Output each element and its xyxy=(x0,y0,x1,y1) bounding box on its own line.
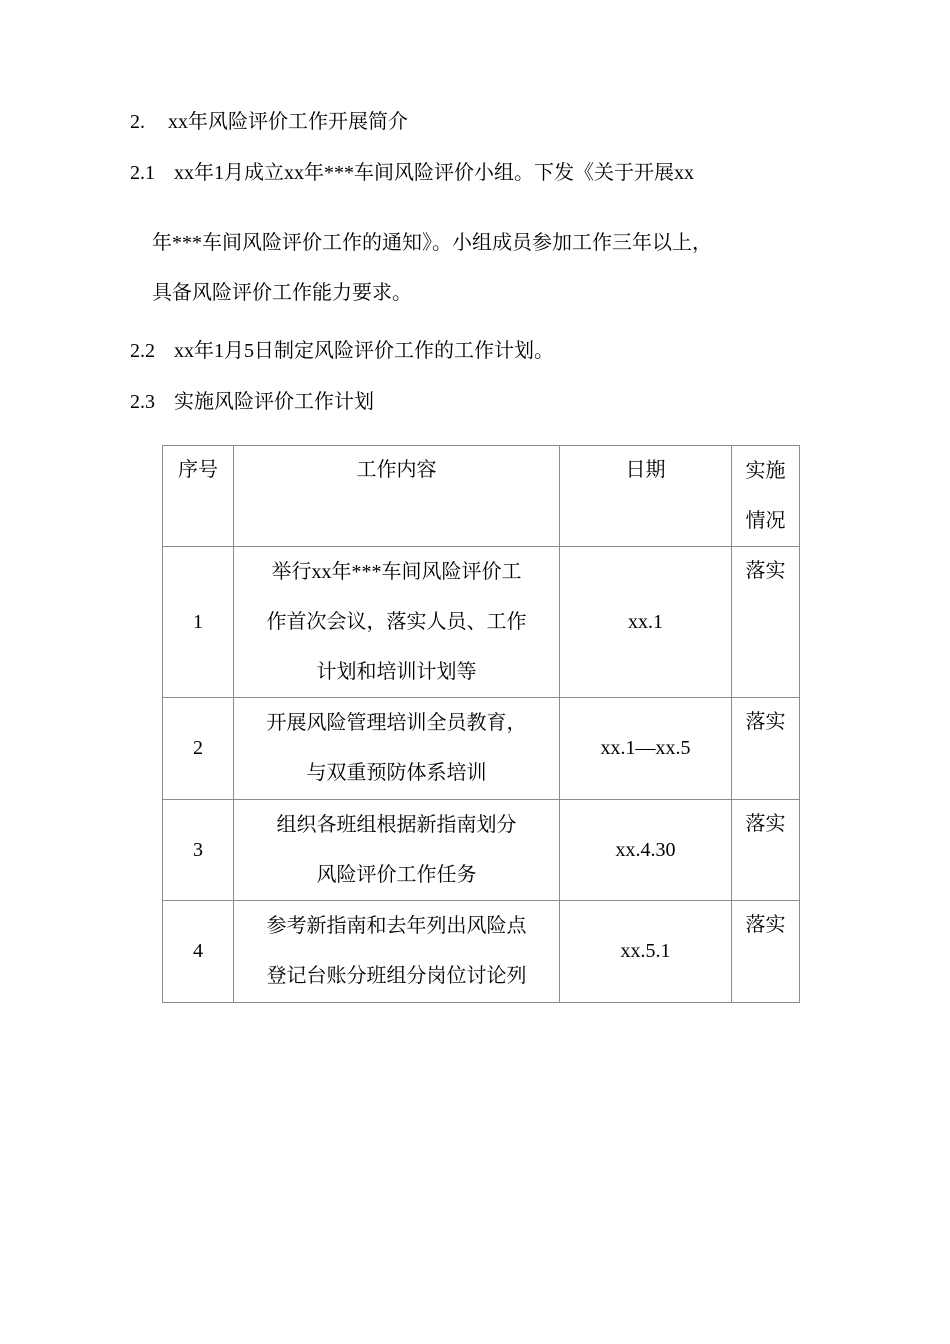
row-1-date: xx.1 xyxy=(628,610,663,633)
section-2-title: xx年风险评价工作开展简介 xyxy=(168,111,408,133)
section-2-3-text: 实施风险评价工作计划 xyxy=(174,391,374,413)
section-2-1-line-3: 具备风险评价工作能力要求。 xyxy=(152,282,412,304)
header-status-line-2: 情况 xyxy=(745,510,786,532)
table-header-row xyxy=(163,446,800,547)
section-2-2-line xyxy=(130,339,554,363)
row-3-content-cell xyxy=(234,800,560,901)
row-3-date: xx.4.30 xyxy=(615,838,676,861)
work-plan-table xyxy=(162,445,800,1003)
row-3-status-cell xyxy=(732,800,800,901)
row-2-seq: 2 xyxy=(193,737,203,759)
table-row xyxy=(163,901,800,1003)
row-4-seq: 4 xyxy=(193,940,203,962)
header-status-cell xyxy=(732,446,800,547)
row-4-date-cell xyxy=(560,901,732,1003)
row-2-date-cell xyxy=(560,698,732,800)
row-3-status: 落实 xyxy=(745,813,786,835)
section-2-heading xyxy=(130,110,408,134)
row-1-date-cell xyxy=(560,547,732,698)
row-4-content-line-1: 参考新指南和去年列出风险点 xyxy=(266,915,527,937)
row-1-content-line-3: 计划和培训计划等 xyxy=(316,661,477,683)
row-4-content-line-2: 登记台账分班组分岗位讨论列 xyxy=(266,965,527,987)
section-2-1-text-1: xx年1月成立xx年***车间风险评价小组。下发《关于开展xx xyxy=(174,162,694,184)
table-row xyxy=(163,698,800,800)
row-3-content-line-1: 组织各班组根据新指南划分 xyxy=(276,814,517,836)
row-4-seq-cell xyxy=(163,901,234,1003)
row-1-seq-cell xyxy=(163,547,234,698)
section-2-1-number: 2.1 xyxy=(130,162,155,184)
table-row xyxy=(163,800,800,901)
header-status-line-1: 实施 xyxy=(745,460,786,482)
row-1-content-line-1: 举行xx年***车间风险评价工 xyxy=(271,561,522,583)
header-content-cell xyxy=(234,446,560,547)
row-4-date: xx.5.1 xyxy=(620,940,671,962)
row-4-status: 落实 xyxy=(745,914,786,936)
row-3-date-cell xyxy=(560,800,732,901)
header-date: 日期 xyxy=(625,459,666,481)
row-1-seq: 1 xyxy=(193,610,203,633)
row-1-status: 落实 xyxy=(745,560,786,582)
row-2-content-cell xyxy=(234,698,560,800)
row-1-status-cell xyxy=(732,547,800,698)
table-row xyxy=(163,547,800,698)
section-2-number: 2. xyxy=(130,111,145,133)
row-2-content-line-1: 开展风险管理培训全员教育， xyxy=(266,712,527,734)
row-3-seq: 3 xyxy=(193,838,203,861)
section-2-3-line xyxy=(130,390,374,414)
section-2-2-text: xx年1月5日制定风险评价工作的工作计划。 xyxy=(174,340,554,362)
header-seq-cell xyxy=(163,446,234,547)
row-2-status: 落实 xyxy=(745,711,786,733)
section-2-1-line-1 xyxy=(130,161,694,185)
header-date-cell xyxy=(560,446,732,547)
section-2-1-line-2: 年***车间风险评价工作的通知》。小组成员参加工作三年以上， xyxy=(152,232,712,254)
row-4-content-cell xyxy=(234,901,560,1003)
row-1-content-line-2: 作首次会议，落实人员、工作 xyxy=(266,611,527,633)
row-2-status-cell xyxy=(732,698,800,800)
row-4-status-cell xyxy=(732,901,800,1003)
row-2-date: xx.1—xx.5 xyxy=(600,737,691,759)
row-1-content-cell xyxy=(234,547,560,698)
section-2-3-number: 2.3 xyxy=(130,391,155,413)
header-content: 工作内容 xyxy=(356,459,437,481)
header-seq: 序号 xyxy=(178,459,218,481)
row-3-content-line-2: 风险评价工作任务 xyxy=(316,864,477,886)
row-2-content-line-2: 与双重预防体系培训 xyxy=(306,762,487,784)
row-3-seq-cell xyxy=(163,800,234,901)
row-2-seq-cell xyxy=(163,698,234,800)
section-2-2-number: 2.2 xyxy=(130,340,155,362)
